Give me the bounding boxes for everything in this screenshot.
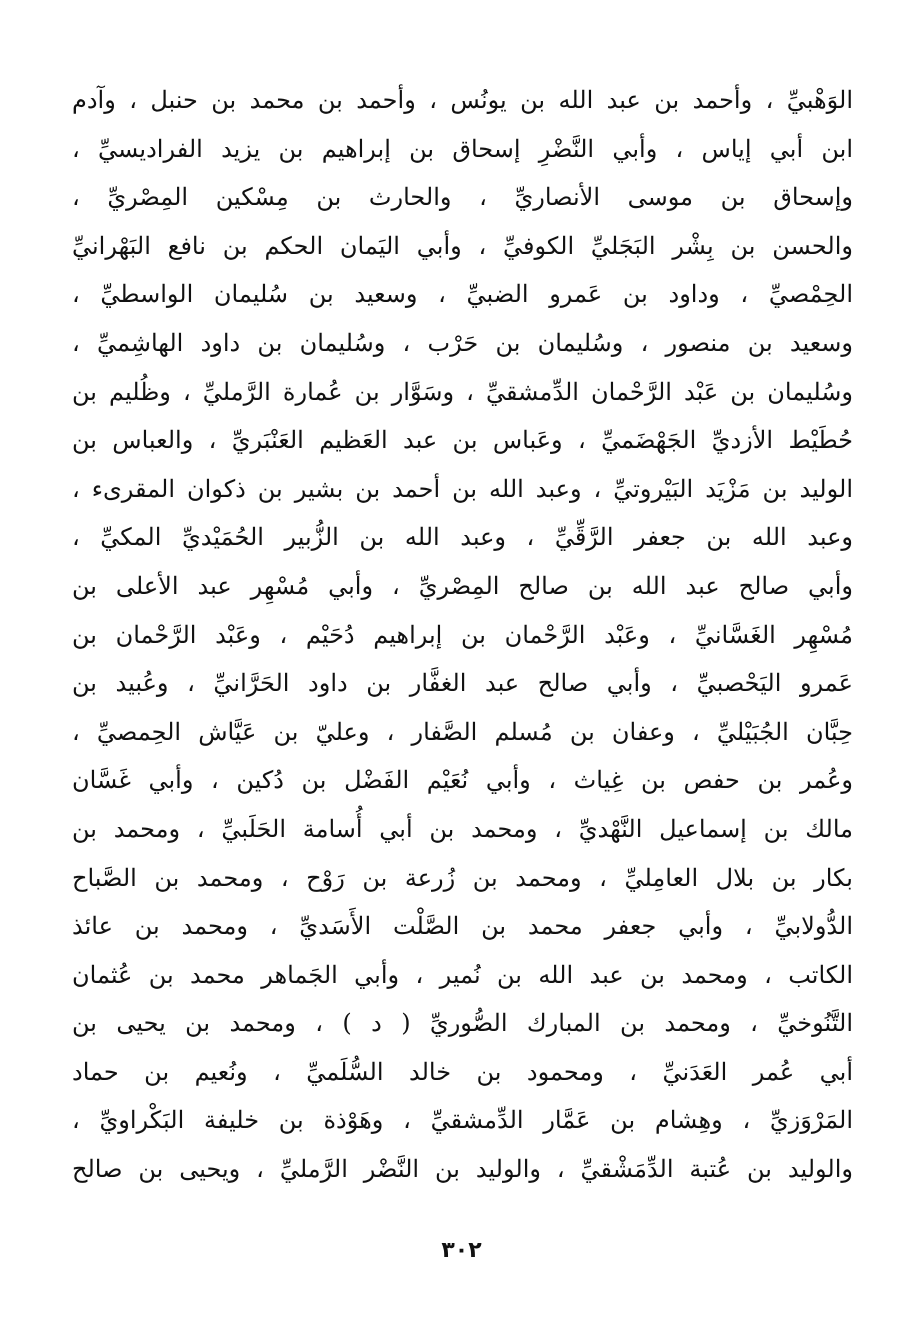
text-line-16: مالك بن إسماعيل النَّهْديِّ ، ومحمد بن أبي أُسامة الحَلَبيِّ ، ومحمد بن	[72, 814, 853, 843]
text-line-20: التَّنُوخيِّ ، ومحمد بن المبارك الصُّوريِّ ( د ) ، ومحمد بن يحيى بن	[72, 1009, 853, 1038]
text-line-18: الدُّولابيِّ ، وأبي جعفر محمد بن الصَّلْت الأَسَديِّ ، ومحمد بن عائذ	[72, 912, 853, 941]
page-number: ٣٠٢	[441, 1238, 482, 1263]
text-line-5: الحِمْصيِّ ، وداود بن عَمرو الضبيِّ ، وسعيد بن سُليمان الواسطيِّ ،	[72, 280, 853, 309]
text-line-11: وأبي صالح عبد الله بن صالح المِصْريِّ ، وأبي مُسْهِر عبد الأعلى بن	[72, 571, 853, 600]
text-line-2: ابن أبي إياس ، وأبي النَّضْرِ إسحاق بن إبراهيم بن يزيد الفراديسيِّ ،	[72, 134, 853, 163]
text-line-10: وعبد الله بن جعفر الرَّقِّيِّ ، وعبد الله بن الزُّبير الحُمَيْديِّ المكيِّ ،	[72, 523, 853, 552]
text-line-15: وعُمر بن حفص بن غِياث ، وأبي نُعَيْم الفَضْل بن دُكين ، وأبي غَسَّان	[72, 766, 853, 795]
text-line-19: الكاتب ، ومحمد بن عبد الله بن نُمير ، وأبي الجَماهر محمد بن عُثمان	[72, 960, 853, 989]
body-text	[72, 76, 853, 1194]
text-line-4: والحسن بن بِشْر البَجَليِّ الكوفيِّ ، وأبي اليَمان الحكم بن نافع البَهْرانيِّ	[72, 231, 853, 260]
text-line-7: وسُليمان بن عَبْد الرَّحْمان الدِّمشقيِّ ، وسَوَّار بن عُمارة الرَّمليِّ ، وظُليم بن	[72, 377, 853, 406]
text-line-23: والوليد بن عُتبة الدِّمَشْقيِّ ، والوليد بن النَّضْر الرَّمليِّ ، ويحيى بن صالح	[72, 1155, 853, 1184]
text-line-9: الوليد بن مَزْيَد البَيْروتيِّ ، وعبد الله بن أحمد بن بشير بن ذكوان المقرىء ،	[72, 474, 853, 503]
text-line-12: مُسْهِر الغَسَّانيِّ ، وعَبْد الرَّحْمان بن إبراهيم دُحَيْم ، وعَبْد الرَّحْمان بن	[72, 620, 853, 649]
text-line-6: وسعيد بن منصور ، وسُليمان بن حَرْب ، وسُليمان بن داود الهاشِميِّ ،	[72, 328, 853, 357]
text-line-17: بكار بن بلال العامِليِّ ، ومحمد بن زُرعة بن رَوْح ، ومحمد بن الصَّباح	[72, 863, 853, 892]
text-line-1: الوَهْبيِّ ، وأحمد بن عبد الله بن يونُس ، وأحمد بن محمد بن حنبل ، وآدم	[72, 86, 853, 114]
text-line-21: أبي عُمر العَدَنيِّ ، ومحمود بن خالد السُّلَميِّ ، ونُعيم بن حماد	[72, 1057, 853, 1086]
text-line-8: حُطَيْط الأزديِّ الجَهْضَميِّ ، وعَباس بن عبد العَظيم العَنْبَريِّ ، والعباس بن	[72, 426, 853, 455]
text-line-3: وإسحاق بن موسى الأنصاريِّ ، والحارث بن مِسْكين المِصْريِّ ،	[72, 183, 853, 212]
text-line-14: حِبَّان الجُبَيْليِّ ، وعفان بن مُسلم الصَّفار ، وعليّ بن عَيَّاش الحِمصيِّ ،	[72, 717, 853, 746]
text-line-22: المَرْوَزيِّ ، وهِشام بن عَمَّار الدِّمشقيِّ ، وهَوْذة بن خليفة البَكْراويِّ ،	[72, 1106, 853, 1135]
text-line-13: عَمرو اليَحْصبيِّ ، وأبي صالح عبد الغفَّار بن داود الحَرَّانيِّ ، وعُبيد بن	[72, 669, 853, 698]
